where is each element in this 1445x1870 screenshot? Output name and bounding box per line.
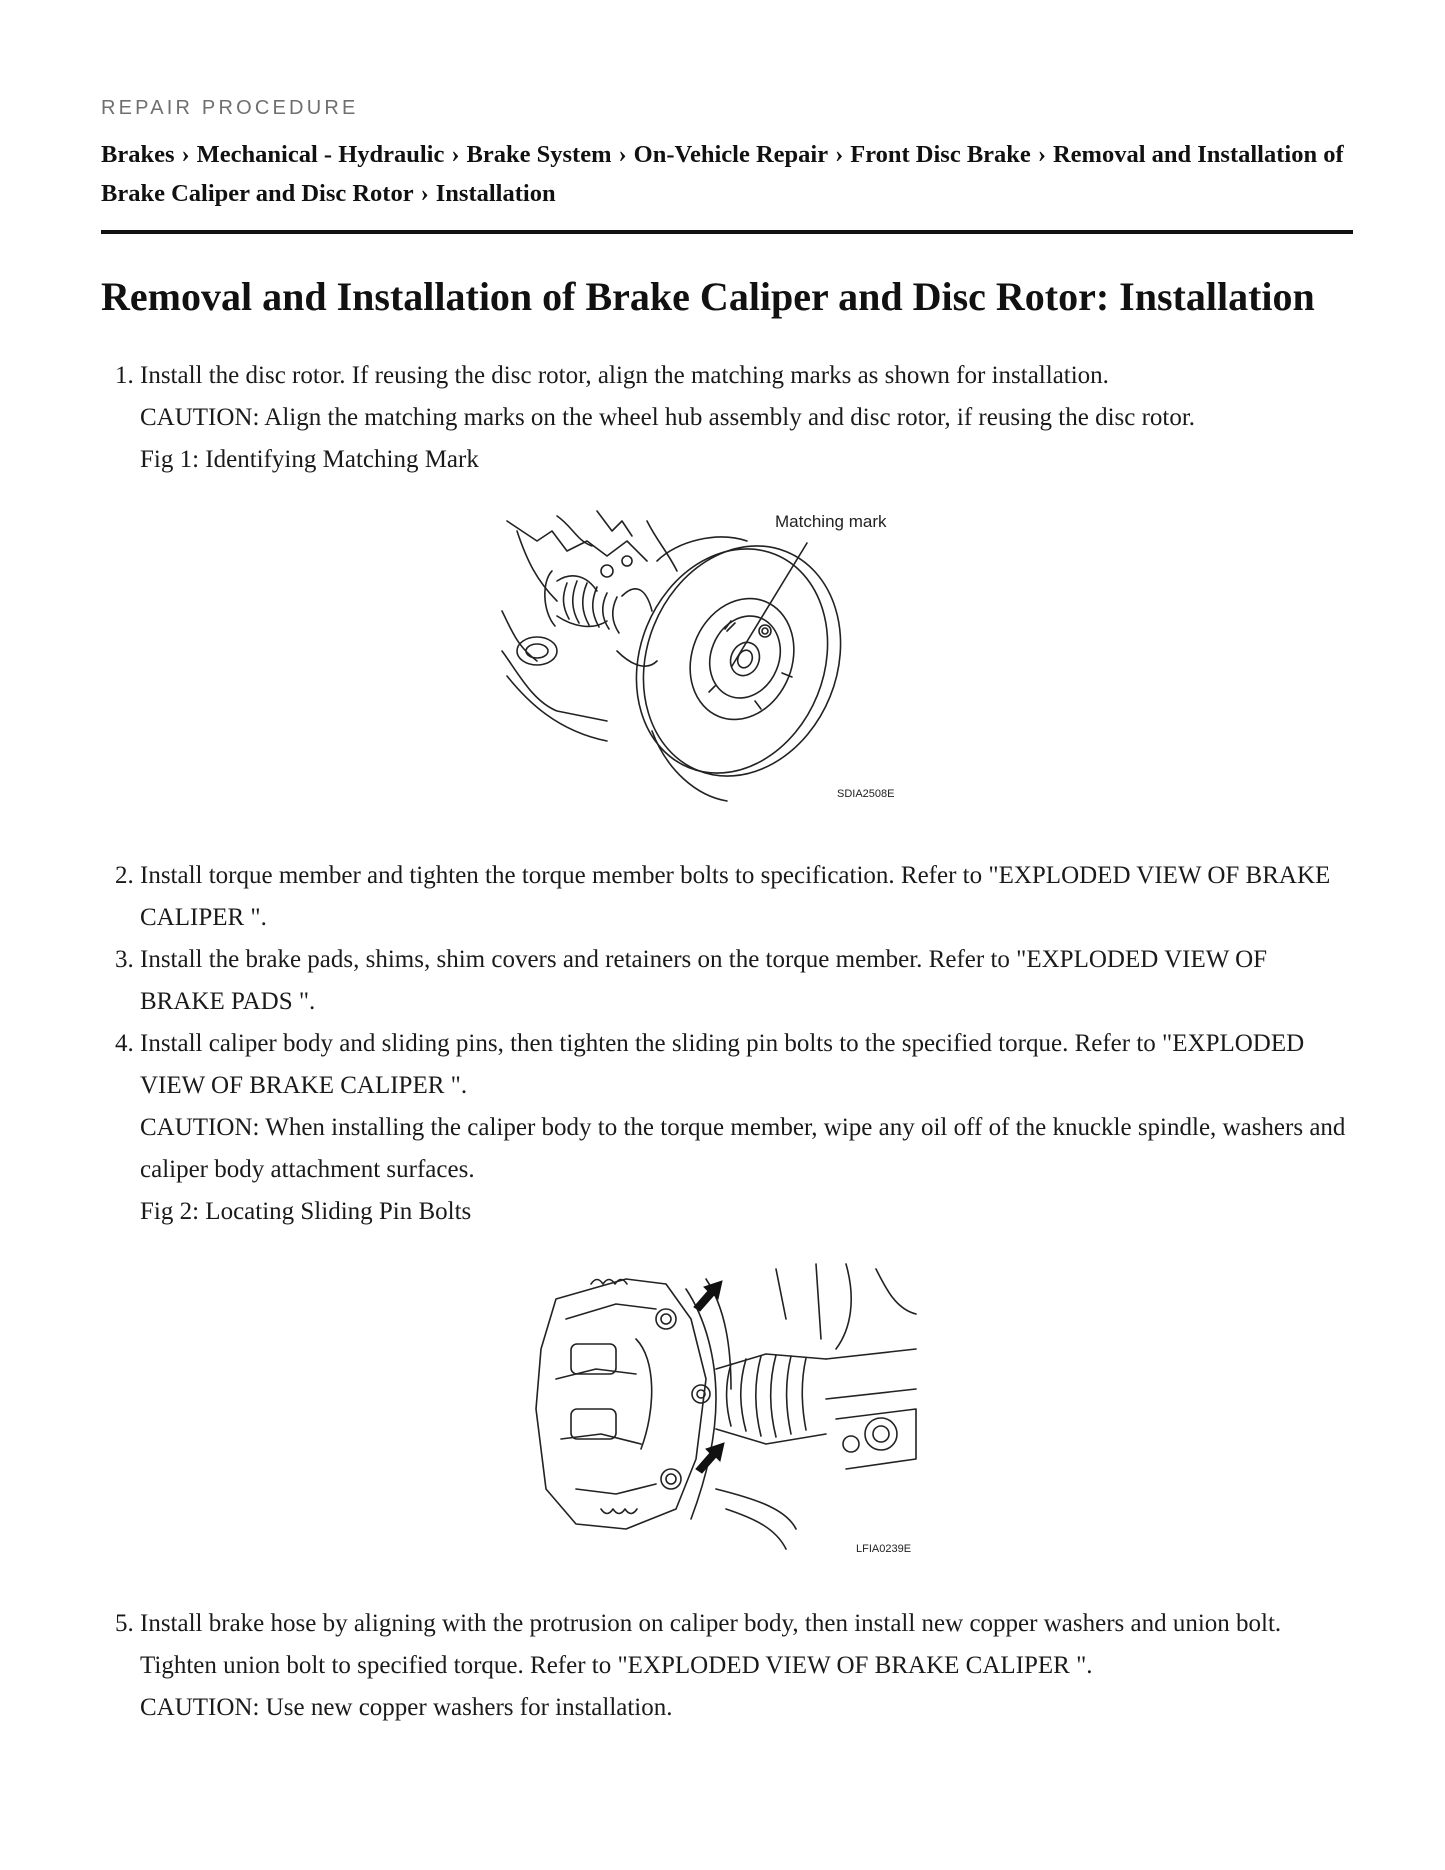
breadcrumb-item[interactable]: Brakes: [101, 141, 175, 168]
step-text: Install torque member and tighten the torque member bolts to specification. Refer to "EXPLODED VIEW OF BRAKE CALIPER ".: [140, 862, 1331, 931]
breadcrumb-separator: ›: [618, 141, 627, 168]
figure-caption: Fig 1: Identifying Matching Mark: [140, 446, 479, 473]
step-text: Install brake hose by aligning with the protrusion on caliper body, then install new copper washers and union bolt. Tighten union bolt to specified torque. Refer to "EXPLODED VIEW OF BRAKE CALIPER ".: [140, 1610, 1282, 1679]
caliper-sliding-pin-illustration: [516, 1259, 936, 1559]
breadcrumb-item-current: Installation: [435, 180, 556, 207]
breadcrumb-item[interactable]: On-Vehicle Repair: [633, 141, 829, 168]
header-divider: [101, 230, 1353, 234]
breadcrumb-separator: ›: [451, 141, 460, 168]
caution-note: CAUTION: Use new copper washers for installation.: [140, 1694, 673, 1721]
step-text: Install caliper body and sliding pins, then tighten the sliding pin bolts to the specified torque. Refer to "EXPLODED VIEW OF BRAKE CALIPER ".: [140, 1030, 1305, 1099]
breadcrumb-item[interactable]: Removal and Installation of Brake Caliper and Disc Rotor: [101, 141, 1344, 207]
breadcrumb-separator: ›: [420, 180, 429, 207]
figure-caption: Fig 2: Locating Sliding Pin Bolts: [140, 1198, 472, 1225]
breadcrumb-separator: ›: [181, 141, 190, 168]
page-title: Removal and Installation of Brake Caliper and Disc Rotor: Installation: [101, 274, 1315, 319]
step-2: [140, 855, 1353, 939]
figure-code: LFIA0239E: [856, 1543, 912, 1555]
disc-rotor-illustration: [497, 501, 917, 811]
breadcrumb-item[interactable]: Mechanical - Hydraulic: [196, 141, 445, 168]
document-page: [101, 96, 1353, 1729]
caution-note: CAUTION: Align the matching marks on the wheel hub assembly and disc rotor, if reusing the disc rotor.: [140, 404, 1196, 431]
procedure-steps: [101, 355, 1353, 1729]
step-3: [140, 939, 1353, 1023]
breadcrumb-separator: ›: [835, 141, 844, 168]
breadcrumb-separator: ›: [1037, 141, 1046, 168]
figure-2: [101, 1259, 1353, 1573]
caution-note: CAUTION: When installing the caliper body to the torque member, wipe any oil off of the knuckle spindle, washers and caliper body attachment surfaces.: [140, 1114, 1346, 1183]
figure-1: [101, 501, 1353, 825]
step-1: [140, 355, 1353, 825]
figure-callout-label: Matching mark: [775, 512, 887, 531]
section-kicker: REPAIR PROCEDURE: [101, 97, 359, 119]
breadcrumb-item[interactable]: Brake System: [466, 141, 612, 168]
breadcrumb-item[interactable]: Front Disc Brake: [850, 141, 1031, 168]
step-text: Install the brake pads, shims, shim covers and retainers on the torque member. Refer to "EXPLODED VIEW OF BRAKE PADS ".: [140, 946, 1268, 1015]
breadcrumb: [101, 135, 1353, 213]
step-4: [140, 1023, 1353, 1573]
figure-code: SDIA2508E: [837, 788, 895, 800]
step-text: Install the disc rotor. If reusing the disc rotor, align the matching marks as shown for installation.: [140, 362, 1109, 389]
step-5: [140, 1603, 1353, 1729]
